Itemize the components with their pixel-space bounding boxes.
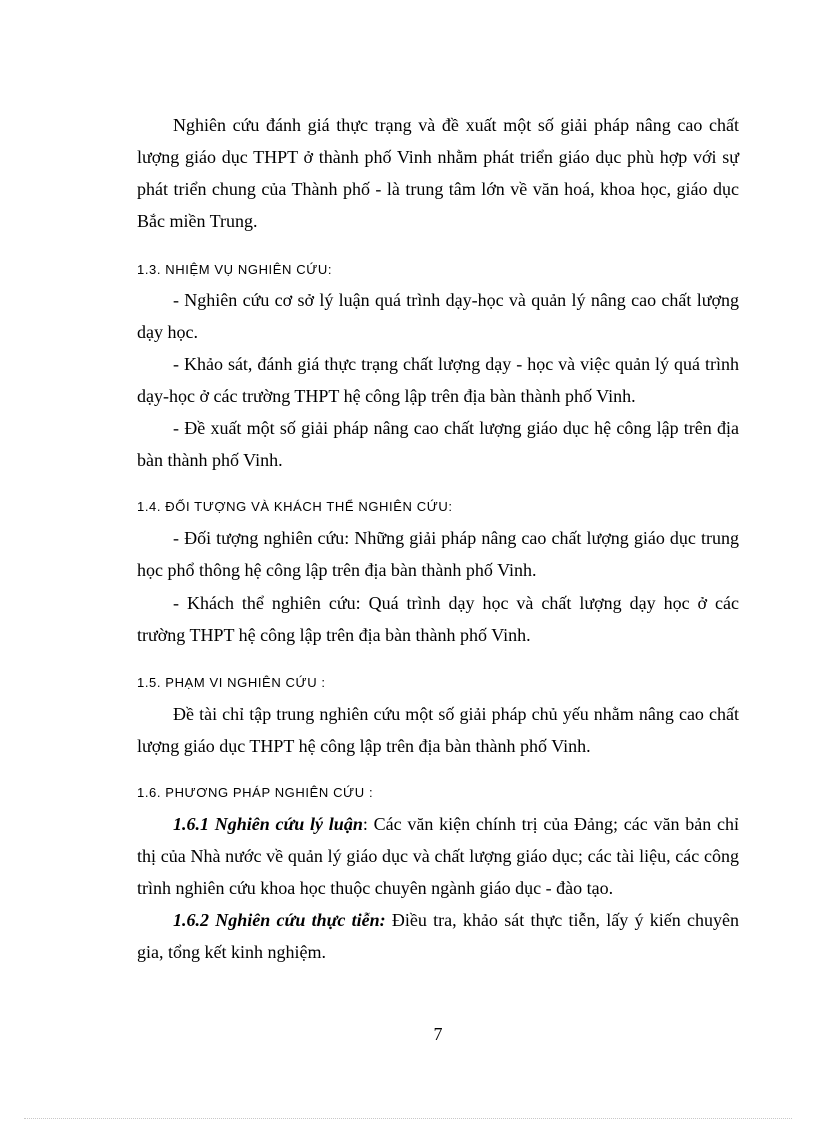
section-1-6-heading: 1.6. PHƯƠNG PHÁP NGHIÊN CỨU : <box>137 785 374 800</box>
section-1-4-heading: 1.4. ĐỐI TƯỢNG VÀ KHÁCH THỂ NGHIÊN CỨU: <box>137 499 453 514</box>
object-item-1: - Đối tượng nghiên cứu: Những giải pháp nâng cao chất lượng giáo dục trung học phổ thông hệ công lập trên địa bàn thành phố Vinh. <box>137 528 739 580</box>
section-1-5-heading: 1.5. PHẠM VI NGHIÊN CỨU : <box>137 675 326 690</box>
page-number: 7 <box>433 1024 443 1044</box>
method-2-text: Điều tra, khảo sát thực tiễn, lấy ý kiến chuyên gia, tổng kết kinh nghiệm. <box>137 910 740 962</box>
intro-paragraph: Nghiên cứu đánh giá thực trạng và đề xuất một số giải pháp nâng cao chất lượng giáo dục THPT ở thành phố Vinh nhằm phát triển giáo dục phù hợp với sự phát triển chung của Thành phố - là trung tâm lớn về văn hoá, khoa học, giáo dục Bắc miền Trung. <box>137 115 739 231</box>
scope-paragraph: Đề tài chỉ tập trung nghiên cứu một số giải pháp chủ yếu nhằm nâng cao chất lượng giáo dục THPT hệ công lập trên địa bàn thành phố Vinh. <box>137 704 739 756</box>
task-item-1: - Nghiên cứu cơ sở lý luận quá trình dạy-học và quản lý nâng cao chất lượng dạy học. <box>137 290 739 342</box>
method-1-paragraph <box>137 808 739 904</box>
task-item-3: - Đề xuất một số giải pháp nâng cao chất lượng giáo dục hệ công lập trên địa bàn thành phố Vinh. <box>137 418 739 470</box>
task-item-2: - Khảo sát, đánh giá thực trạng chất lượng dạy - học và việc quản lý quá trình dạy-học ở các trường THPT hệ công lập trên địa bàn thành phố Vinh. <box>137 354 739 406</box>
method-1-text: : Các văn kiện chính trị của Đảng; các văn bản chỉ thị của Nhà nước về quản lý giáo dục và chất lượng giáo dục; các tài liệu, các công trình nghiên cứu khoa học thuộc chuyên ngành giáo dục - đào tạo. <box>137 814 740 898</box>
section-1-3-heading: 1.3. NHIỆM VỤ NGHIÊN CỨU: <box>137 262 333 277</box>
method-2-paragraph <box>137 904 739 968</box>
method-1-label: 1.6.1 Nghiên cứu lý luận <box>173 814 363 834</box>
object-item-2: - Khách thể nghiên cứu: Quá trình dạy học và chất lượng dạy học ở các trường THPT hệ công lập trên địa bàn thành phố Vinh. <box>137 593 739 645</box>
page-bottom-divider <box>24 1118 792 1119</box>
method-2-label: 1.6.2 Nghiên cứu thực tiễn: <box>173 910 386 930</box>
